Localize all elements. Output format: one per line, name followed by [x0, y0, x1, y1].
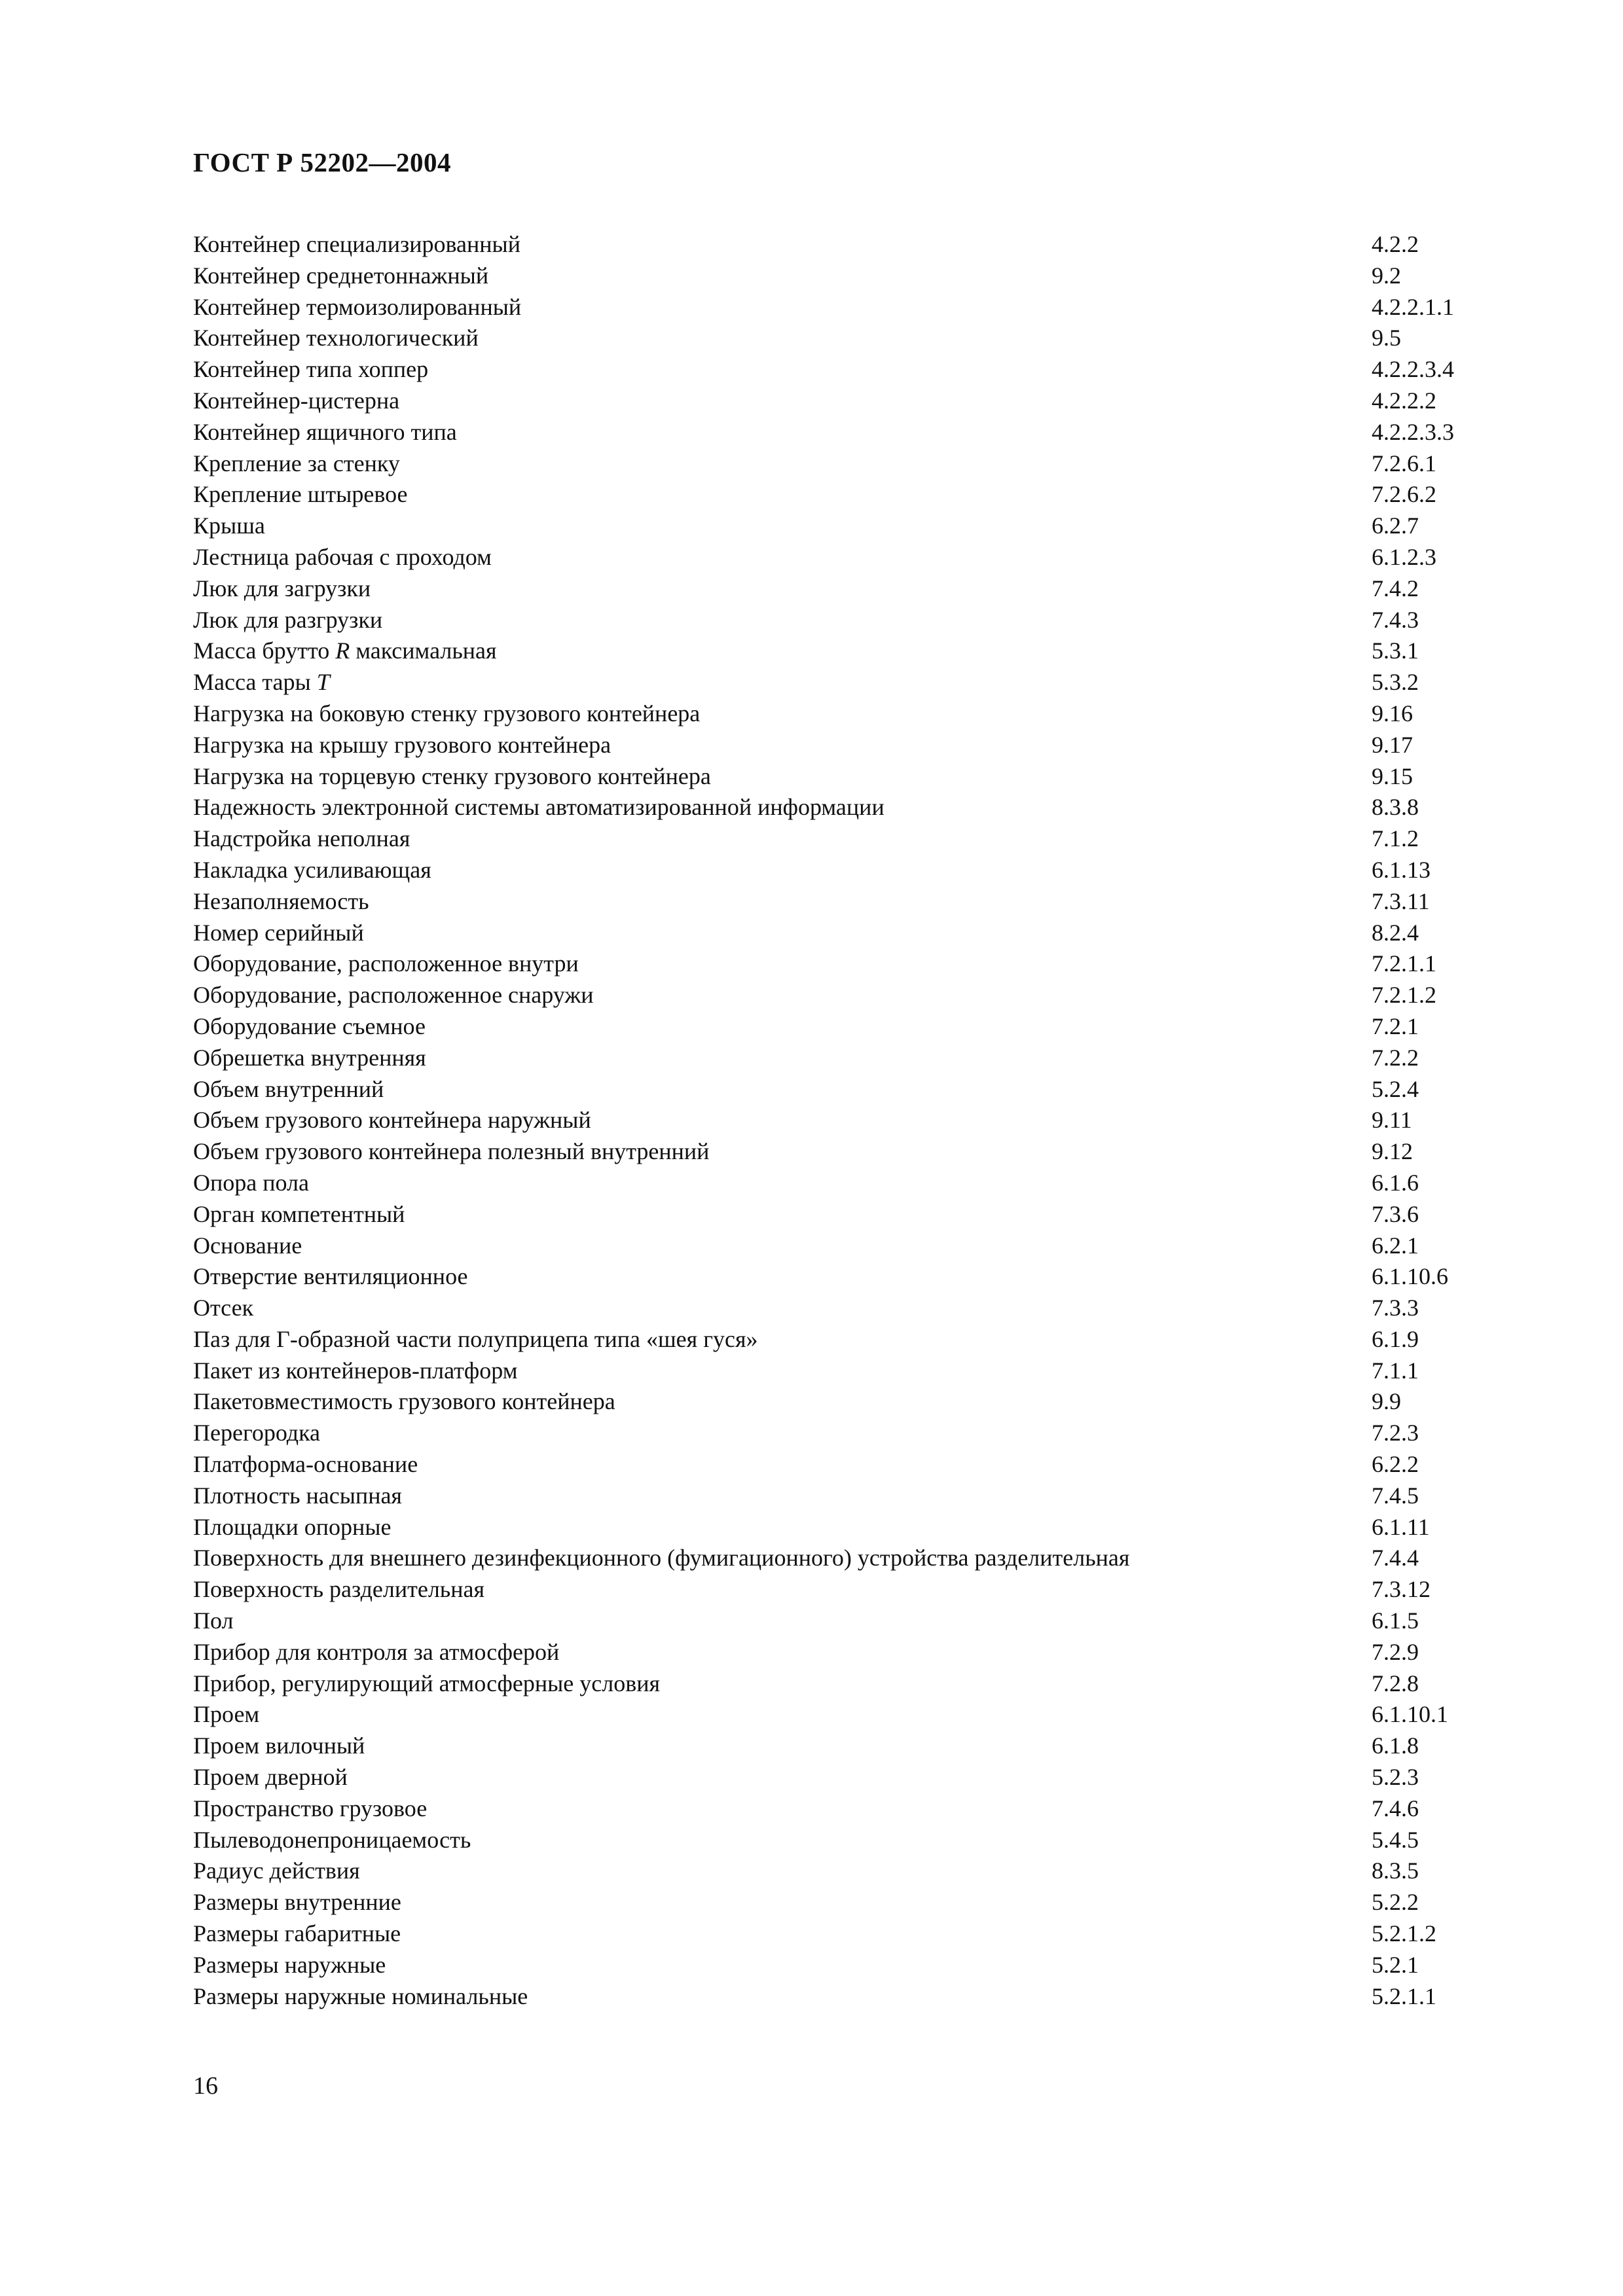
- index-reference: 6.2.1: [1372, 1232, 1419, 1259]
- index-term: Контейнер-цистерна: [193, 387, 400, 414]
- index-entry: [193, 918, 1503, 949]
- index-term: Масса брутто R максимальная: [193, 637, 497, 664]
- index-reference: 7.2.2: [1372, 1044, 1419, 1071]
- index-reference: 5.2.1: [1372, 1951, 1419, 1978]
- index-term: Обрешетка внутренняя: [193, 1044, 426, 1071]
- index-term: Нагрузка на крышу грузового контейнера: [193, 731, 611, 758]
- index-term: Проем вилочный: [193, 1732, 365, 1759]
- index-term: Основание: [193, 1232, 302, 1259]
- index-entry: [193, 730, 1503, 761]
- index-term: Пакетовместимость грузового контейнера: [193, 1388, 615, 1415]
- index-term: Пакет из контейнеров-платформ: [193, 1357, 518, 1384]
- index-term: Контейнер специализированный: [193, 231, 520, 257]
- index-entry: [193, 1856, 1503, 1887]
- index-reference: 7.4.2: [1372, 575, 1419, 601]
- index-term: Пол: [193, 1607, 234, 1634]
- index-term: Лестница рабочая с проходом: [193, 543, 492, 570]
- index-term: Незаполняемость: [193, 888, 369, 914]
- index-entry: [193, 1418, 1503, 1449]
- index-reference: 6.1.2.3: [1372, 543, 1436, 570]
- index-entry: [193, 511, 1503, 542]
- index-term: Контейнер типа хоппер: [193, 356, 429, 383]
- index-reference: 7.2.3: [1372, 1420, 1419, 1446]
- index-reference: 6.1.10.1: [1372, 1701, 1448, 1728]
- index-entry: [193, 386, 1503, 417]
- index-entry: [193, 1825, 1503, 1856]
- index-entry: [193, 605, 1503, 636]
- index-entry: [193, 698, 1503, 730]
- index-reference: 4.2.2.2: [1372, 387, 1436, 414]
- index-term: Отсек: [193, 1295, 254, 1321]
- index-entry: [193, 1230, 1503, 1262]
- index-term: Люк для загрузки: [193, 575, 371, 601]
- index-reference: 7.3.11: [1372, 888, 1430, 914]
- index-entry: [193, 1261, 1503, 1293]
- index-entry: [193, 823, 1503, 855]
- index-entry: [193, 1887, 1503, 1918]
- index-term: Надежность электронной системы автоматизированной информации: [193, 794, 884, 821]
- index-term: Размеры внутренние: [193, 1889, 401, 1916]
- index-term: Проем дверной: [193, 1764, 348, 1791]
- index-reference: 7.3.12: [1372, 1576, 1431, 1603]
- index-term: Размеры габаритные: [193, 1920, 401, 1947]
- index-reference: 9.11: [1372, 1107, 1412, 1134]
- index-term: Проем: [193, 1701, 260, 1728]
- index-reference: 7.4.3: [1372, 606, 1419, 633]
- index-reference: 9.5: [1372, 325, 1401, 351]
- index-entry: [193, 354, 1503, 386]
- index-term: Надстройка неполная: [193, 825, 410, 852]
- index-term: Отверстие вентиляционное: [193, 1263, 468, 1290]
- index-entry: [193, 948, 1503, 980]
- index-reference: 7.2.8: [1372, 1670, 1419, 1696]
- index-reference: 6.1.11: [1372, 1513, 1430, 1540]
- index-term: Орган компетентный: [193, 1200, 405, 1227]
- index-term: Оборудование съемное: [193, 1013, 426, 1039]
- index-term: Номер серийный: [193, 919, 364, 946]
- index-entry: [193, 1731, 1503, 1762]
- index-term: Объем грузового контейнера наружный: [193, 1107, 591, 1134]
- index-reference: 4.2.2: [1372, 231, 1419, 257]
- index-reference: 9.15: [1372, 762, 1413, 789]
- index-reference: 9.16: [1372, 700, 1413, 726]
- index-entry: [193, 1543, 1503, 1574]
- index-reference: 6.1.10.6: [1372, 1263, 1448, 1290]
- index-term: Контейнер технологический: [193, 325, 479, 351]
- index-entry: [193, 855, 1503, 886]
- index-entry: [193, 417, 1503, 448]
- index-term: Прибор, регулирующий атмосферные условия: [193, 1670, 661, 1696]
- index-term: Площадки опорные: [193, 1513, 392, 1540]
- index-entry: [193, 761, 1503, 793]
- index-term: Оборудование, расположенное внутри: [193, 950, 579, 977]
- index-reference: 9.17: [1372, 731, 1413, 758]
- term-index-list: [193, 229, 1503, 2012]
- index-reference: 7.1.1: [1372, 1357, 1419, 1384]
- index-reference: 8.3.8: [1372, 794, 1419, 821]
- index-reference: 4.2.2.3.4: [1372, 356, 1454, 383]
- index-entry: [193, 792, 1503, 823]
- index-reference: 7.2.1: [1372, 1013, 1419, 1039]
- index-entry: [193, 573, 1503, 605]
- index-entry: [193, 1136, 1503, 1168]
- index-reference: 5.3.1: [1372, 637, 1419, 664]
- index-reference: 8.3.5: [1372, 1857, 1419, 1884]
- index-reference: 9.9: [1372, 1388, 1401, 1415]
- index-entry: [193, 1668, 1503, 1700]
- index-reference: 6.2.7: [1372, 512, 1419, 539]
- index-reference: 7.4.6: [1372, 1795, 1419, 1821]
- index-entry: [193, 1386, 1503, 1418]
- index-entry: [193, 260, 1503, 292]
- index-entry: [193, 1199, 1503, 1230]
- index-entry: [193, 448, 1503, 480]
- index-reference: 7.2.1.2: [1372, 982, 1436, 1009]
- index-reference: 5.3.2: [1372, 669, 1419, 696]
- index-term: Пылеводонепроницаемость: [193, 1826, 471, 1853]
- index-term: Пространство грузовое: [193, 1795, 428, 1821]
- index-reference: 5.2.4: [1372, 1075, 1419, 1102]
- index-reference: 9.12: [1372, 1138, 1413, 1165]
- index-term: Поверхность для внешнего дезинфекционного (фумигационного) устройства разделительная: [193, 1545, 1130, 1571]
- index-reference: 5.2.1.1: [1372, 1982, 1436, 2009]
- index-entry: [193, 1793, 1503, 1825]
- index-entry: [193, 1105, 1503, 1136]
- index-reference: 7.4.4: [1372, 1545, 1419, 1571]
- index-reference: 7.3.3: [1372, 1295, 1419, 1321]
- index-reference: 8.2.4: [1372, 919, 1419, 946]
- index-entry: [193, 1512, 1503, 1543]
- index-entry: [193, 542, 1503, 573]
- index-reference: 5.2.3: [1372, 1764, 1419, 1791]
- index-term: Паз для Г-образной части полуприцепа типа «шея гуся»: [193, 1325, 758, 1352]
- index-entry: [193, 1324, 1503, 1355]
- index-reference: 7.3.6: [1372, 1200, 1419, 1227]
- index-term: Поверхность разделительная: [193, 1576, 485, 1603]
- index-term: Контейнер ящичного типа: [193, 418, 457, 445]
- index-reference: 9.2: [1372, 262, 1401, 289]
- index-term: Плотность насыпная: [193, 1482, 402, 1509]
- index-reference: 7.2.6.1: [1372, 450, 1436, 476]
- index-reference: 6.1.5: [1372, 1607, 1419, 1634]
- index-reference: 5.2.1.2: [1372, 1920, 1436, 1947]
- index-entry: [193, 1918, 1503, 1950]
- index-entry: [193, 886, 1503, 918]
- index-entry: [193, 1762, 1503, 1793]
- index-entry: [193, 229, 1503, 260]
- index-reference: 7.1.2: [1372, 825, 1419, 852]
- index-entry: [193, 1293, 1503, 1324]
- index-entry: [193, 292, 1503, 323]
- index-entry: [193, 636, 1503, 667]
- index-term: Платформа-основание: [193, 1451, 418, 1478]
- index-term: Крепление за стенку: [193, 450, 400, 476]
- index-term: Накладка усиливающая: [193, 856, 431, 883]
- index-reference: 7.2.1.1: [1372, 950, 1436, 977]
- index-entry: [193, 479, 1503, 511]
- index-reference: 6.1.13: [1372, 856, 1431, 883]
- index-entry: [193, 1480, 1503, 1512]
- index-reference: 7.2.6.2: [1372, 481, 1436, 508]
- index-entry: [193, 323, 1503, 354]
- index-entry: [193, 1355, 1503, 1387]
- index-entry: [193, 1950, 1503, 1981]
- document-header: ГОСТ Р 52202—2004: [193, 147, 451, 177]
- index-entry: [193, 1605, 1503, 1637]
- index-entry: [193, 1168, 1503, 1199]
- index-term: Контейнер среднетоннажный: [193, 262, 489, 289]
- index-term: Крепление штыревое: [193, 481, 408, 508]
- index-term: Объем внутренний: [193, 1075, 384, 1102]
- index-term: Опора пола: [193, 1169, 309, 1196]
- index-term: Люк для разгрузки: [193, 606, 383, 633]
- index-reference: 5.4.5: [1372, 1826, 1419, 1853]
- index-reference: 7.2.9: [1372, 1638, 1419, 1665]
- index-term: Перегородка: [193, 1420, 321, 1446]
- index-term: Контейнер термоизолированный: [193, 293, 522, 320]
- index-entry: [193, 1011, 1503, 1043]
- index-entry: [193, 1637, 1503, 1668]
- index-term: Крыша: [193, 512, 265, 539]
- index-term: Нагрузка на торцевую стенку грузового контейнера: [193, 762, 711, 789]
- index-reference: 6.1.9: [1372, 1325, 1419, 1352]
- index-term: Оборудование, расположенное снаружи: [193, 982, 594, 1009]
- index-term: Нагрузка на боковую стенку грузового контейнера: [193, 700, 701, 726]
- index-term: Объем грузового контейнера полезный внутренний: [193, 1138, 710, 1165]
- index-reference: 7.4.5: [1372, 1482, 1419, 1509]
- index-term: Прибор для контроля за атмосферой: [193, 1638, 560, 1665]
- index-reference: 4.2.2.3.3: [1372, 418, 1454, 445]
- index-reference: 6.1.6: [1372, 1169, 1419, 1196]
- index-entry: [193, 1699, 1503, 1731]
- index-reference: 5.2.2: [1372, 1889, 1419, 1916]
- index-reference: 4.2.2.1.1: [1372, 293, 1454, 320]
- index-entry: [193, 1043, 1503, 1074]
- index-term: Масса тары T: [193, 669, 330, 696]
- page-number: 16: [193, 2072, 218, 2100]
- index-entry: [193, 1449, 1503, 1480]
- index-term: Размеры наружные номинальные: [193, 1982, 528, 2009]
- index-reference: 6.1.8: [1372, 1732, 1419, 1759]
- index-reference: 6.2.2: [1372, 1451, 1419, 1478]
- index-entry: [193, 667, 1503, 698]
- index-entry: [193, 1574, 1503, 1605]
- index-entry: [193, 1981, 1503, 2013]
- index-term: Размеры наружные: [193, 1951, 386, 1978]
- index-term: Радиус действия: [193, 1857, 360, 1884]
- index-entry: [193, 1074, 1503, 1105]
- index-entry: [193, 980, 1503, 1011]
